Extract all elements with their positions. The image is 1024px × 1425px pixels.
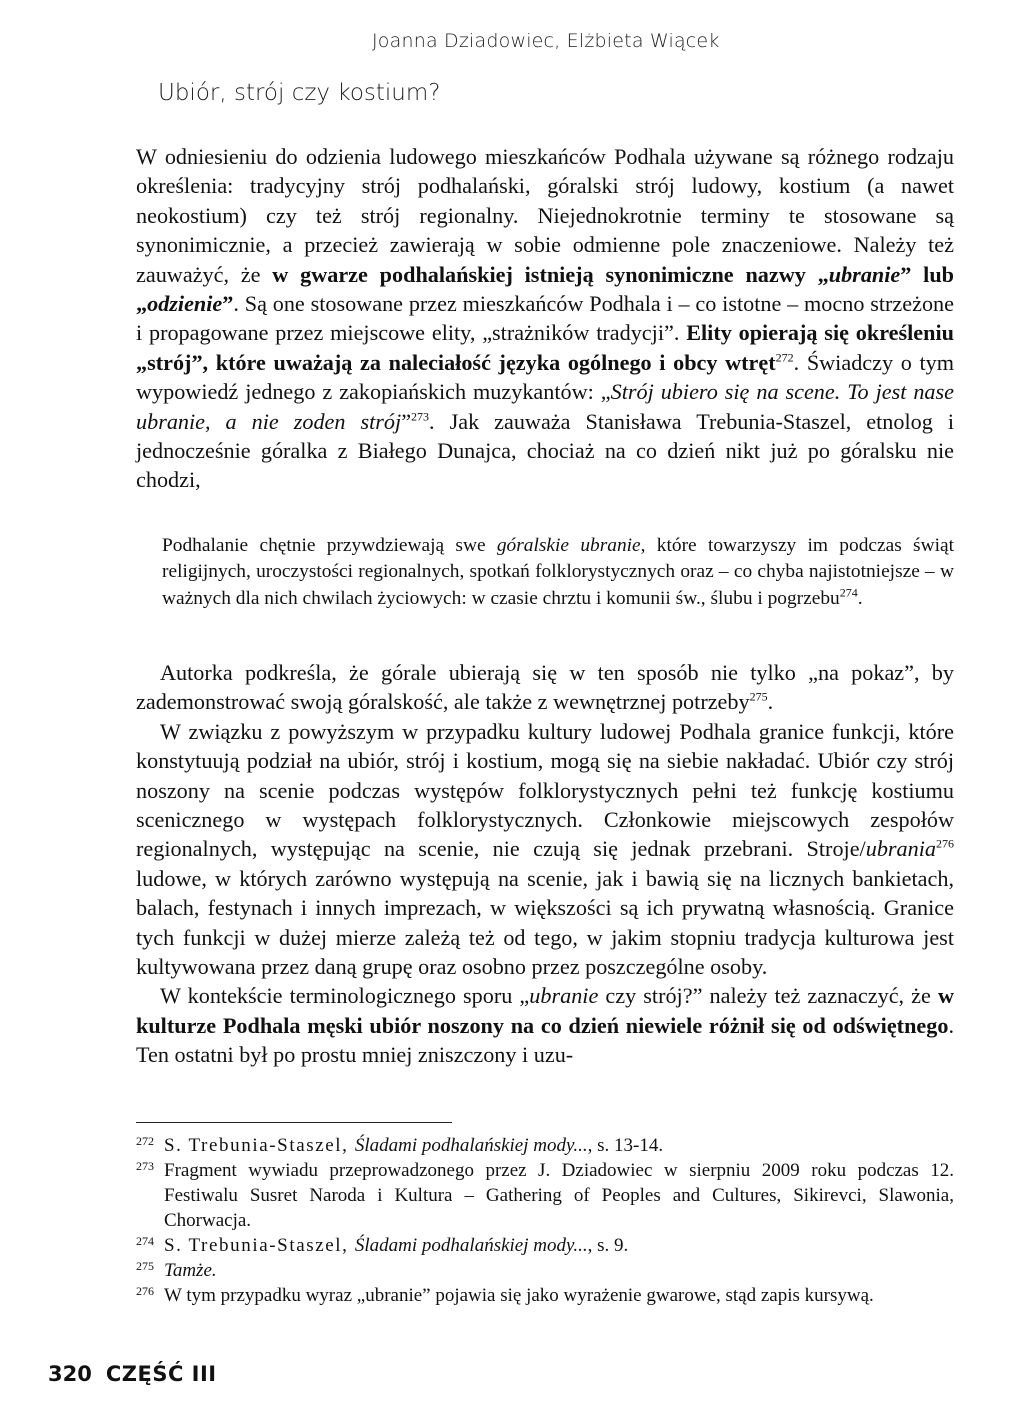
- footnote-text: [164, 1258, 954, 1283]
- footnote-276: [136, 1283, 954, 1308]
- paragraphs-continued: [136, 658, 954, 1070]
- bold-run: w gwarze podhalańskiej istnieją synonimiczne nazwy „: [272, 261, 829, 287]
- footnote-275: [136, 1258, 954, 1283]
- bold-italic-run: odzienie: [147, 291, 223, 317]
- text-run: W odniesieniu do odzienia ludowego mieszkańców Podhala używane są różnego rodzaju określenia: tradycyjny strój podhalański, góralski strój ludowy, kostium (a nawet neokostium) czy też strój regionalny. Niejednokrotnie terminy te stosowane są synonimicznie, a przecież zawierają w sobie odmienne pole znaczeniowe. Należy też zauważyć, że: [136, 144, 954, 287]
- footnote-rest: , s. 13-14.: [587, 1135, 664, 1156]
- text-run: W kontekście terminologicznego sporu „: [160, 983, 530, 1009]
- footnote-title: Śladami podhalańskiej mody...: [354, 1135, 588, 1156]
- italic-run: góralskie ubranie: [496, 535, 641, 556]
- footnote-text: [164, 1133, 954, 1158]
- footnote-separator: [136, 1122, 452, 1123]
- running-head-authors: Joanna Dziadowiec, Elżbieta Wiącek: [372, 30, 720, 52]
- footnote-author: S. Trebunia-Staszel,: [164, 1135, 355, 1156]
- paragraph-3: [136, 717, 954, 982]
- text-run: . Ten ostatni był po prostu mniej zniszczony i uzu-: [136, 1012, 954, 1068]
- footnote-272: [136, 1133, 954, 1158]
- footnote-number: 275: [136, 1259, 154, 1273]
- text-run: Autorka podkreśla, że górale ubierają się w ten sposób nie tylko „na pokaz”, by zademonstrować swoją góralskość, ale także z wewnętrznej potrzeby: [136, 660, 954, 715]
- text-run: , które towarzyszy im podczas świąt religijnych, uroczystości regionalnych, spotkań folklorystycznych oraz – co chyba najistotniejsze – w ważnych dla nich chwilach życiowych: w czasie chrztu i komunii św., ślubu i pogrzebu: [162, 535, 954, 609]
- text-run: ”: [401, 408, 412, 434]
- paragraph-1: [136, 142, 954, 495]
- bold-run: ”: [222, 291, 234, 317]
- footnote-number: 273: [136, 1159, 154, 1173]
- text-run: .: [767, 689, 774, 715]
- footnote-273: [136, 1158, 954, 1233]
- footnote-number: 274: [136, 1234, 154, 1248]
- italic-quote: Strój ubiero się na scene. To jest nase ubranie, a nie zoden strój: [136, 379, 954, 434]
- footnote-author: S. Trebunia-Staszel,: [164, 1235, 355, 1256]
- text-run: czy strój?” należy też zaznaczyć, że: [598, 983, 938, 1009]
- text-run: .: [857, 587, 863, 609]
- footnote-ref-273[interactable]: 273: [411, 409, 430, 424]
- footnote-title: Tamże.: [164, 1260, 217, 1281]
- footnote-title: Śladami podhalańskiej mody...: [354, 1235, 588, 1256]
- footnote-ref-272[interactable]: 272: [775, 350, 794, 365]
- block-quote: [162, 533, 954, 612]
- text-run: Podhalanie chętnie przywdziewają swe: [162, 535, 497, 556]
- text-run: . Świadczy o tym wypowiedź jednego z zakopiańskich muzykantów: „: [136, 349, 954, 405]
- bold-run: Elity opierają się określeniu „strój”, które uważają za naleciałość języka ogólnego i obcy wtręt: [136, 320, 954, 375]
- footnote-text: W tym przypadku wyraz „ubranie” pojawia się jako wyrażenie gwarowe, stąd zapis kursywą.: [164, 1285, 874, 1306]
- bold-run: w kulturze Podhala męski ubiór noszony na co dzień niewiele różnił się od odświętnego: [136, 983, 954, 1038]
- italic-run: ubrania: [865, 836, 936, 862]
- text-run: . Są one stosowane przez mieszkańców Podhala i – co istotne – mocno strzeżone i propagowane przez miejscowe elity, „strażników tradycji”.: [136, 291, 954, 346]
- paragraph-4: [136, 981, 954, 1069]
- footnote-ref-276[interactable]: 276: [936, 837, 954, 852]
- footnote-274: [136, 1233, 954, 1258]
- text-run: W związku z powyższym w przypadku kultury ludowej Podhala granice funkcji, które konstytuują podział na ubiór, strój i kostium, mogą się na siebie nakładać. Ubiór czy strój noszony na scenie podczas występów folklorystycznych pełni też funkcję kostiumu scenicznego w występach folklorystycznych. Członkowie miejscowych zespołów regionalnych, występując na scenie, nie czują się jednak przebrani. Stroje/: [136, 718, 954, 862]
- italic-run: ubranie: [529, 983, 599, 1009]
- page-number: 320: [48, 1362, 92, 1386]
- footnote-ref-274[interactable]: 274: [839, 585, 858, 600]
- footnote-ref-275[interactable]: 275: [749, 690, 768, 705]
- bold-run: ” lub „: [136, 261, 954, 317]
- text-run: . Jak zauważa Stanisława Trebunia-Staszel, etnolog i jednocześnie góralka z Białego Dunajca, chociaż na co dzień nikt już po góralsku nie chodzi,: [136, 408, 954, 493]
- part-label: CZĘŚĆ III: [105, 1362, 217, 1386]
- footnote-rest: , s. 9.: [587, 1235, 629, 1256]
- footnote-text: Fragment wywiadu przeprowadzonego przez J. Dziadowiec w sierpniu 2009 roku podczas 12. Festiwalu Susret Naroda i Kultura – Gathering of Peoples and Cultures, Sikirevci, Slawonia, Chorwacja.: [164, 1160, 954, 1231]
- section-title: Ubiór, strój czy kostium?: [158, 80, 441, 106]
- page-footer: [48, 1362, 217, 1386]
- footnotes: [136, 1133, 954, 1308]
- paragraph-2: [136, 658, 954, 717]
- footnote-number: 272: [136, 1134, 154, 1148]
- bold-italic-run: ubranie: [828, 261, 901, 287]
- footnote-number: 276: [136, 1284, 154, 1298]
- footnote-text: [164, 1233, 954, 1258]
- text-run: ludowe, w których zarówno występują na scenie, jak i bawią się na licznych bankietach, balach, festynach i innych imprezach, w większości są ich prywatną własnością. Granice tych funkcji w dużej mierze zależą też od tego, w jakim stopniu tradycja kulturowa jest kultywowana przez daną grupę oraz osobno przez poszczególne osoby.: [136, 865, 954, 980]
